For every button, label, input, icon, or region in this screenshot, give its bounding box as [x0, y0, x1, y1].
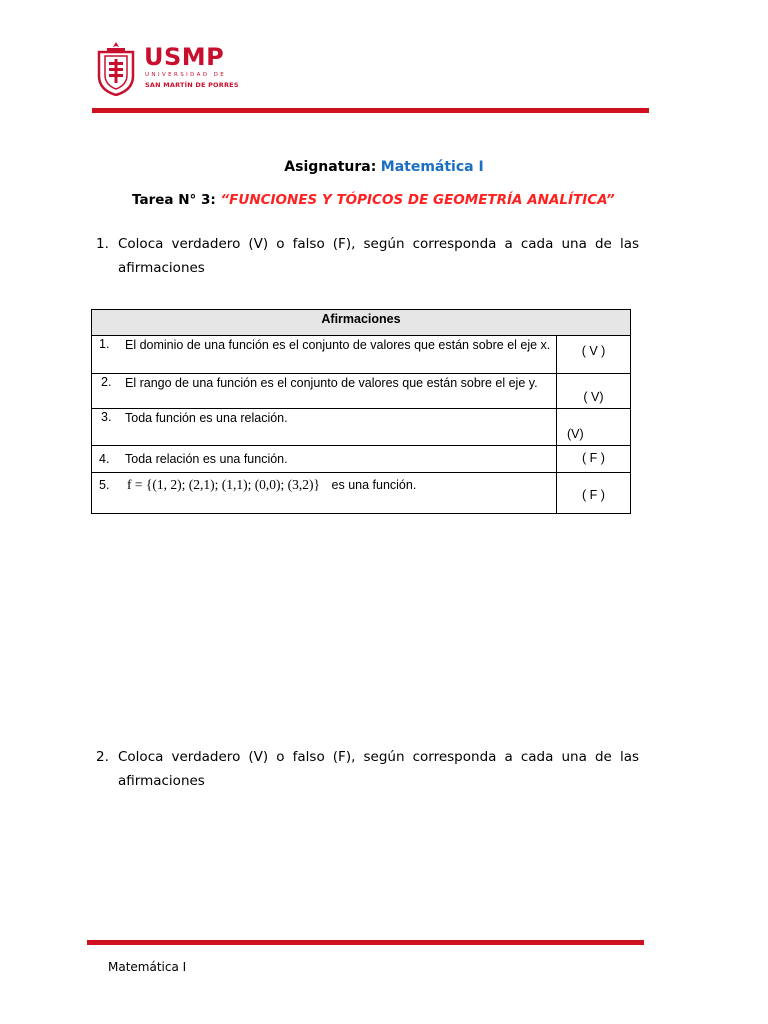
- subject-line: [0, 159, 768, 175]
- statements-table: [91, 309, 631, 514]
- statement-number: 4.: [99, 452, 110, 466]
- question-text: Coloca verdadero (V) o falso (F), según corresponda a cada una de las afirmaciones: [118, 236, 639, 276]
- question-number: 1.: [96, 236, 109, 252]
- statement-cell: [92, 446, 557, 473]
- table-row: [92, 473, 631, 514]
- footer-divider: [87, 940, 644, 945]
- statement-cell: [92, 473, 557, 514]
- university-seal-icon: [95, 40, 137, 96]
- answer-value: ( V ): [581, 344, 606, 358]
- question-text: Coloca verdadero (V) o falso (F), según corresponda a cada una de las afirmaciones: [118, 749, 639, 789]
- statement-number: 1.: [99, 337, 110, 351]
- logo-name-line: SAN MARTÍN DE PORRES: [145, 81, 239, 89]
- function-formula: f = {(1, 2); (2,1); (1,1); (0,0); (3,2)}: [127, 477, 321, 492]
- task-label: Tarea N° 3:: [132, 192, 216, 208]
- question-number: 2.: [96, 749, 109, 765]
- statement-text: El dominio de una función es el conjunto de valores que están sobre el eje x.: [125, 338, 551, 352]
- usmp-logo: [95, 40, 240, 96]
- statement-text: Toda función es una relación.: [125, 411, 288, 425]
- answer-value: ( F ): [582, 451, 605, 465]
- table-row: [92, 409, 631, 446]
- answer-value: ( F ): [582, 488, 605, 502]
- answer-cell: [557, 336, 631, 374]
- logo-brand: USMP: [144, 43, 225, 71]
- header-divider: [92, 108, 649, 113]
- answer-cell: [557, 473, 631, 514]
- table-header-row: [92, 310, 631, 336]
- table-row: [92, 374, 631, 409]
- answer-cell: [557, 409, 631, 446]
- statement-cell: [92, 374, 557, 409]
- statement-number: 2.: [101, 375, 112, 389]
- question-1: [96, 232, 639, 280]
- statement-text: El rango de una función es el conjunto de valores que están sobre el eje y.: [125, 376, 538, 390]
- answer-value: (V): [567, 427, 584, 441]
- subject-value: Matemática I: [380, 159, 484, 175]
- answer-value: ( V): [583, 390, 604, 404]
- subject-label: Asignatura:: [284, 159, 377, 175]
- statement-cell: [92, 336, 557, 374]
- footer-text: Matemática I: [108, 960, 187, 974]
- statement-cell: [92, 409, 557, 446]
- table-row: [92, 446, 631, 473]
- table-row: [92, 336, 631, 374]
- statement-text: es una función.: [331, 478, 417, 492]
- statement-text: Toda relación es una función.: [125, 452, 288, 466]
- task-title: [132, 192, 615, 208]
- statement-number: 5.: [99, 478, 110, 492]
- table-header: Afirmaciones: [92, 310, 631, 336]
- answer-cell: [557, 446, 631, 473]
- logo-university-line: UNIVERSIDAD DE: [145, 72, 227, 78]
- statement-number: 3.: [101, 410, 112, 424]
- question-2: [96, 745, 639, 793]
- answer-cell: [557, 374, 631, 409]
- task-value: “FUNCIONES Y TÓPICOS DE GEOMETRÍA ANALÍTICA”: [220, 192, 615, 208]
